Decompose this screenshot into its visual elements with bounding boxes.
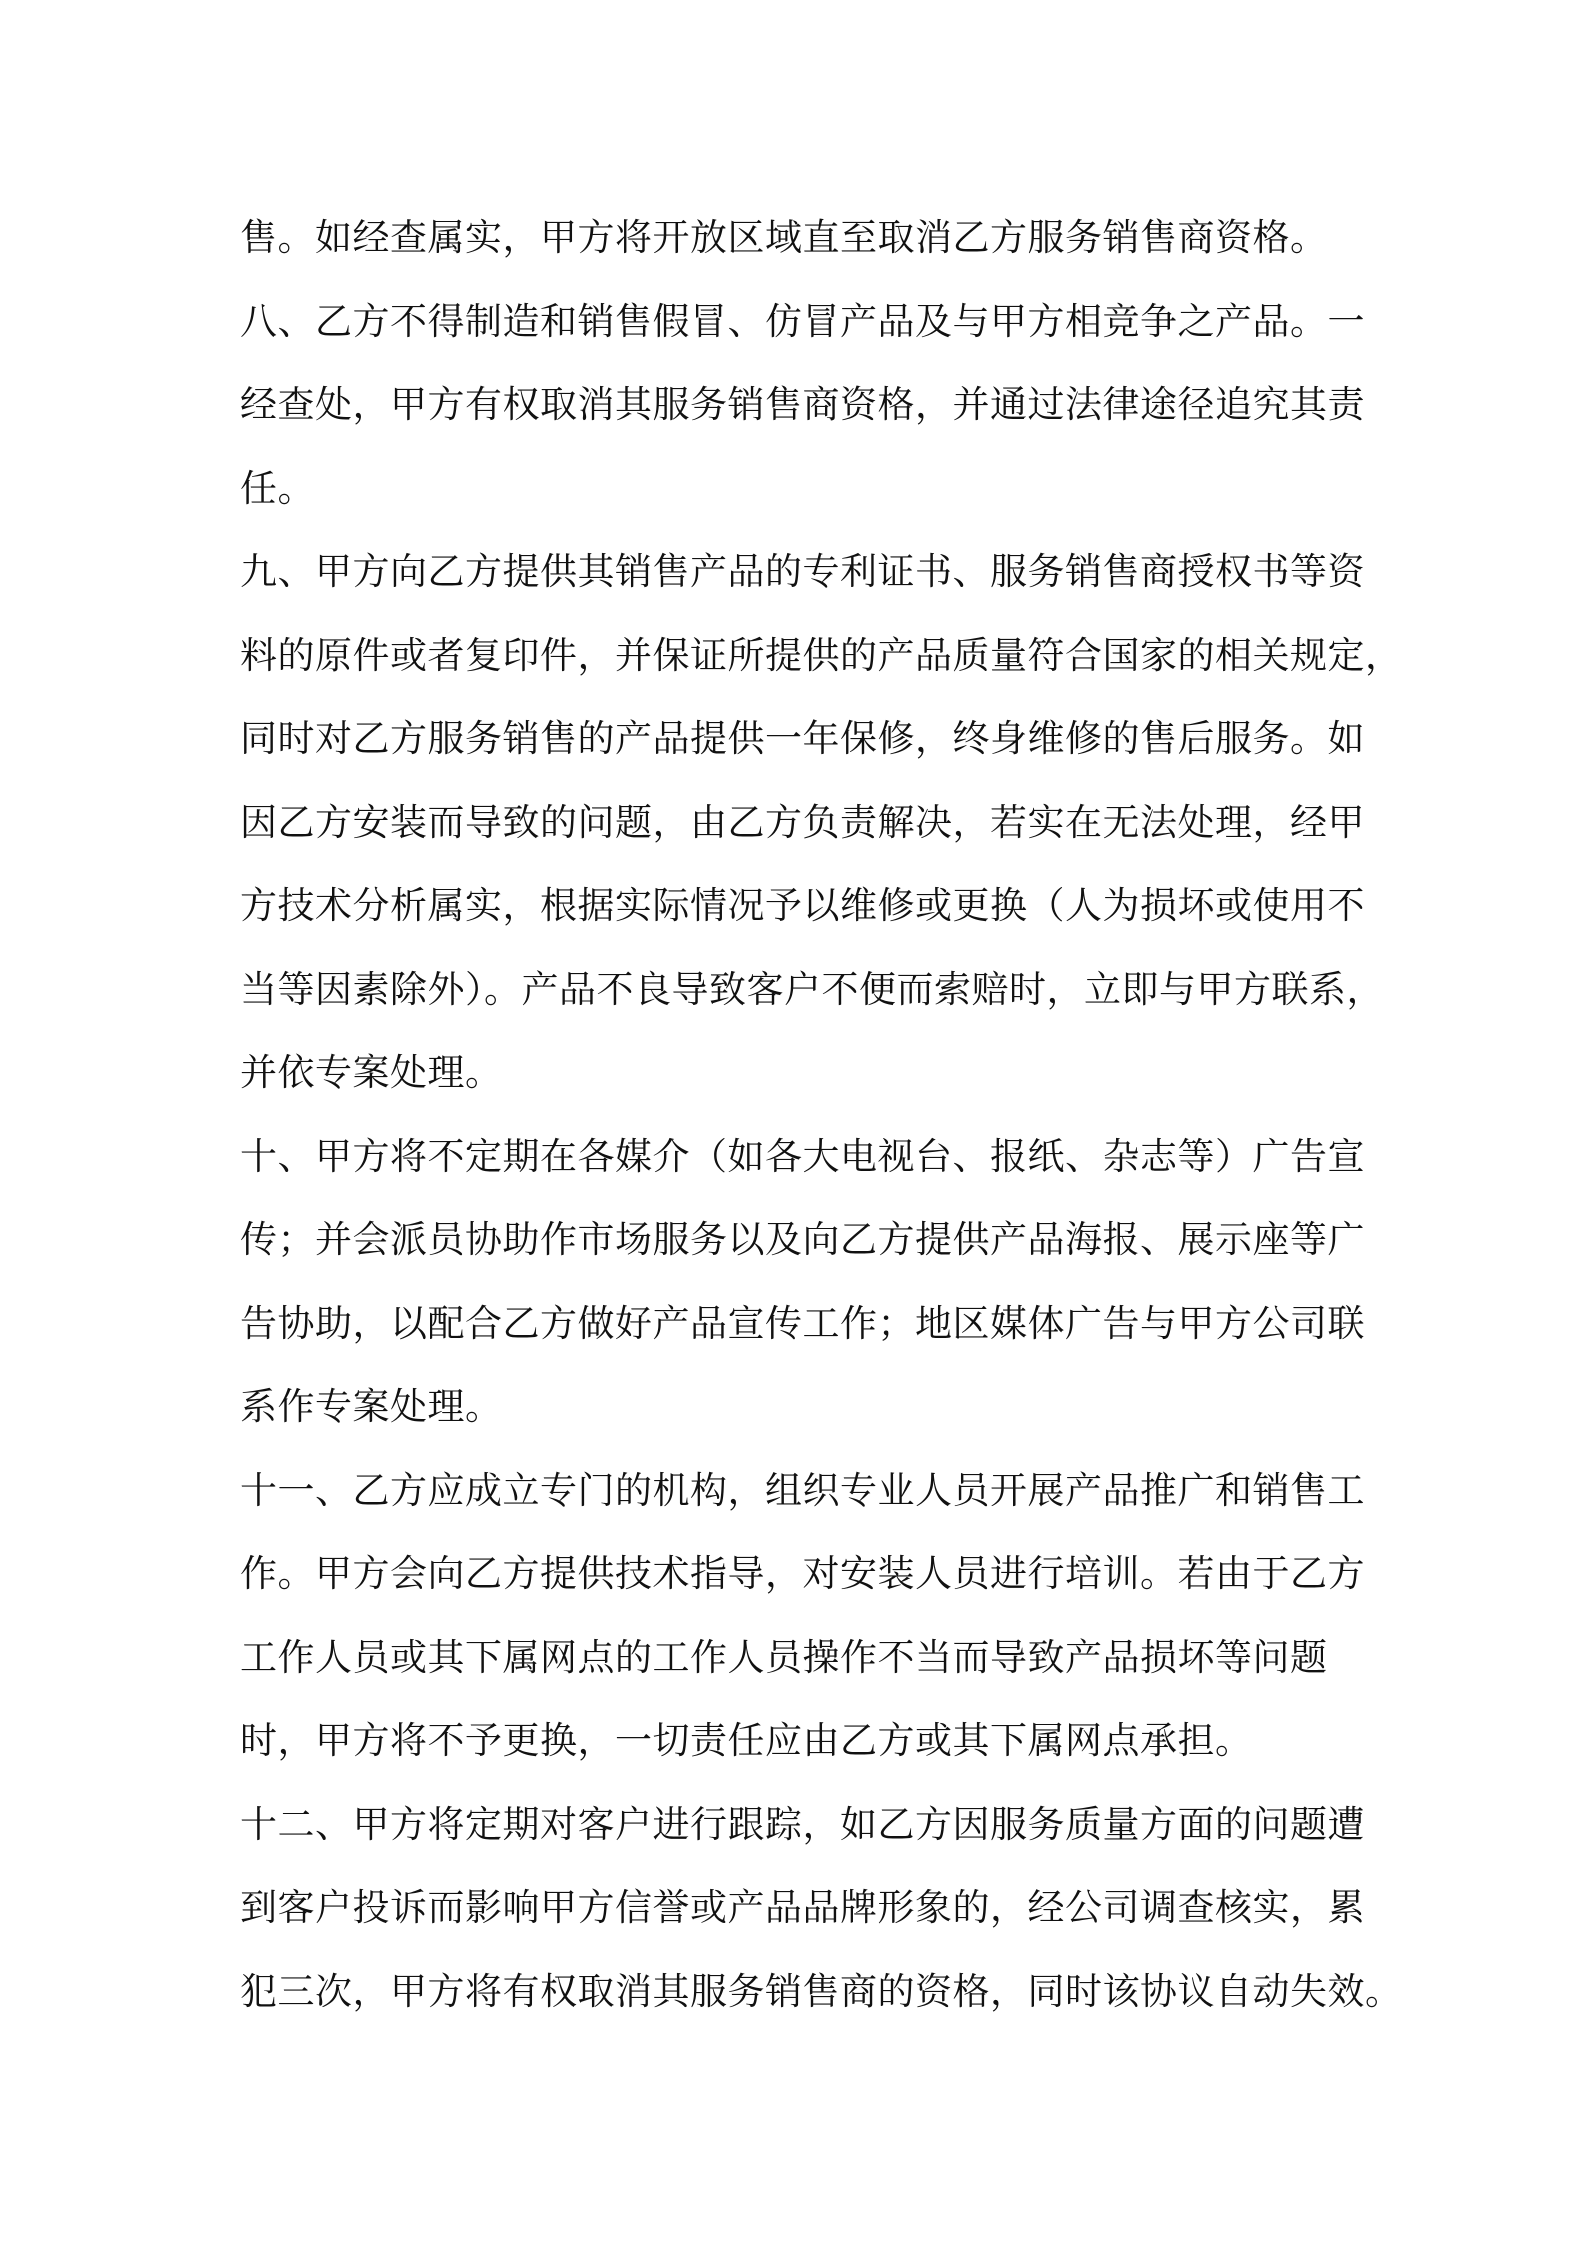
- text-line: 八、乙方不得制造和销售假冒、仿冒产品及与甲方相竞争之产品。一: [240, 299, 1365, 343]
- text-line: 犯三次，甲方将有权取消其服务销售商的资格，同时该协议自动失效。: [240, 1969, 1403, 2013]
- text-line: 十一、乙方应成立专门的机构，组织专业人员开展产品推广和销售工: [240, 1468, 1365, 1512]
- text-line: 系作专案处理。: [240, 1385, 503, 1428]
- text-line: 售。如经查属实，甲方将开放区域直至取消乙方服务销售商资格。: [240, 216, 1328, 259]
- contract-text: [240, 196, 1403, 2033]
- text-line: 方技术分析属实，根据实际情况予以维修或更换（人为损坏或使用不: [240, 884, 1365, 927]
- text-line: 同时对乙方服务销售的产品提供一年保修，终身维修的售后服务。如: [240, 717, 1365, 760]
- text-line: 九、甲方向乙方提供其销售产品的专利证书、服务销售商授权书等资: [240, 550, 1365, 593]
- text-line: 经查处，甲方有权取消其服务销售商资格，并通过法律途径追究其责: [240, 383, 1365, 426]
- text-line: 十、甲方将不定期在各媒介（如各大电视台、报纸、杂志等）广告宣: [240, 1134, 1365, 1178]
- text-line: 工作人员或其下属网点的工作人员操作不当而导致产品损坏等问题: [240, 1635, 1328, 1679]
- text-line: 到客户投诉而影响甲方信誉或产品品牌形象的，经公司调查核实，累: [240, 1886, 1365, 1929]
- text-line: 并依专案处理。: [240, 1051, 503, 1094]
- text-line: 十二、甲方将定期对客户进行跟踪，如乙方因服务质量方面的问题遭: [240, 1802, 1365, 1846]
- text-line: 当等因素除外）。产品不良导致客户不便而索赔时，立即与甲方联系，: [240, 967, 1384, 1011]
- text-line: 因乙方安装而导致的问题，由乙方负责解决，若实在无法处理，经甲: [240, 800, 1365, 844]
- text-line: 任。: [240, 466, 315, 510]
- text-line: 料的原件或者复印件，并保证所提供的产品质量符合国家的相关规定，: [240, 633, 1403, 677]
- text-line: 时，甲方将不予更换，一切责任应由乙方或其下属网点承担。: [240, 1719, 1253, 1762]
- text-line: 作。甲方会向乙方提供技术指导，对安装人员进行培训。若由于乙方: [240, 1552, 1365, 1595]
- text-line: 告协助，以配合乙方做好产品宣传工作；地区媒体广告与甲方公司联: [240, 1301, 1365, 1345]
- text-line: 传；并会派员协助作市场服务以及向乙方提供产品海报、展示座等广: [240, 1218, 1365, 1261]
